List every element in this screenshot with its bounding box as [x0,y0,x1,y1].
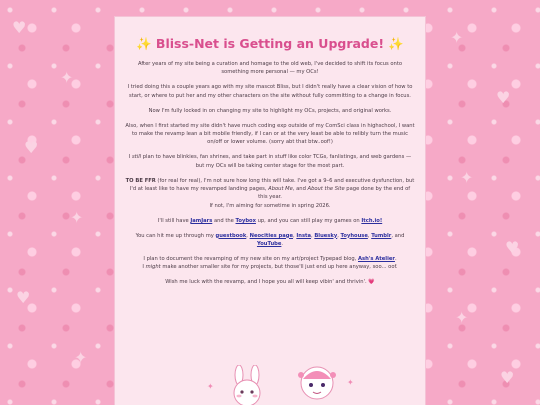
blog-paragraph [125,255,415,272]
bluesky-link[interactable]: Bluesky [314,232,338,239]
youtube-link[interactable]: YouTube [256,241,282,247]
toyhouse-link[interactable]: Toyhouse [340,232,368,239]
text-span: If not, I'm aiming for sometime in spring 2026. [209,202,331,209]
mascot-character-icon [295,361,339,405]
star-deco-icon: ✦ [455,308,469,327]
separator: , and [391,232,405,239]
heart-icon: 💗 [368,279,375,286]
mascot-illustration [115,361,425,405]
ashs-atelier-link[interactable]: Ash's Atelier [358,255,395,262]
text-span: page done by the end of this year. [258,185,411,201]
text-span: and the [212,217,236,224]
tumblr-link[interactable]: Tumblr [371,232,392,239]
neocities-link[interactable]: Neocities page [249,232,294,239]
text-span: I plan to document the revamping of my new site on my art/project Typepad blog, [143,255,359,262]
star-deco-icon: ✦ [460,168,474,187]
toybox-link[interactable]: Toybox [235,217,256,224]
projects-paragraph [125,217,415,225]
heart-deco-icon: ♥ [24,138,39,157]
guestbook-link[interactable]: guestbook [215,232,247,239]
closing-paragraph [125,278,415,286]
heart-deco-icon: ♥ [500,368,515,387]
emphasis-text: About Me [268,185,293,192]
jamjars-link[interactable]: JamJars [190,217,213,224]
heart-deco-icon: ♥ [12,18,27,37]
separator: , [293,232,297,239]
page-title-text: Bliss-Net is Getting an Upgrade! [155,36,385,51]
heart-deco-icon: ♥ [505,238,520,257]
text-span: plan to have blinkies, fan shrines, and take part in stuff like color TCGs, fanlistings, and web gardens — but my OCs will be taking center stage for the most part. [141,154,412,169]
strong-text: TO BE FFR [125,177,156,184]
emphasis-text: still [132,154,142,161]
sparkles-icon: ✨ [135,36,152,51]
announcement-card [114,16,426,405]
text-span: I [142,264,146,271]
text-span: . [394,255,397,262]
text-span: You can hit me up through my [135,232,216,239]
focus-paragraph: Now I'm fully locked in on changing my site to highlight my OCs, projects, and original works. [148,107,392,114]
separator: , [367,232,372,239]
text-span: I'll still have [157,217,191,224]
separator: , [311,232,315,239]
emphasis-text: might [145,264,161,271]
separator: , [246,232,250,239]
intro-paragraph: After years of my site being a curation and homage to the old web, I've decided to shift its focus onto something more personal — my OCs! [137,61,403,76]
heart-deco-icon: ♥ [16,288,31,307]
star-deco-icon: ✦ [450,28,464,47]
star-deco-icon: ✦ [70,208,84,227]
text-span: Wish me luck with the revamp, and I hope you all will keep vibin' and thrivin'. [165,279,367,286]
itchio-link[interactable]: Itch.io! [361,217,383,224]
separator: , [337,232,341,239]
plans-paragraph [125,153,415,170]
sparkles-icon: ✨ [388,36,404,51]
sparkle-icon: ✦ [207,382,214,391]
star-deco-icon: ✦ [74,348,88,367]
text-span: make another smaller site for my projects, but those'll just end up here anyway, soo... oof. [160,264,398,271]
text-span: I [128,154,133,161]
timeline-paragraph [125,177,415,211]
mobile-paragraph: Also, when I first started my site didn't have much coding exp outside of my ComSci class in highschool, I want to make the revamp lean a bit mobile friendly, if I can or at the very least be able to relibly turn the music on/off or lower volume. (sorry abt that btw..oof!) [125,122,415,146]
history-paragraph: I tried doing this a couple years ago with my site mascot Bliss, but I didn't really have a clear vision of how to start, or where to put her and my other characters on the site without fully committing to a change in focus. [127,84,413,99]
insta-link[interactable]: Insta [296,232,312,239]
emphasis-text: About the Site [307,185,345,192]
text-span: up, and you can still play my games on [255,217,362,224]
page-title [125,35,415,53]
text-span: , and [292,185,308,192]
separator: . [281,241,284,247]
bunny-mascot-icon [225,365,269,405]
text-span: (for real for real), I'm not sure how long this will take. I've got a 9–6 and executive dysfunction, but I'd at least like to have my revamped landing pages, [129,177,415,192]
star-deco-icon: ✦ [60,68,74,87]
sparkle-icon: ✦ [347,378,354,387]
contact-paragraph [125,232,415,249]
heart-deco-icon: ♥ [496,88,511,107]
